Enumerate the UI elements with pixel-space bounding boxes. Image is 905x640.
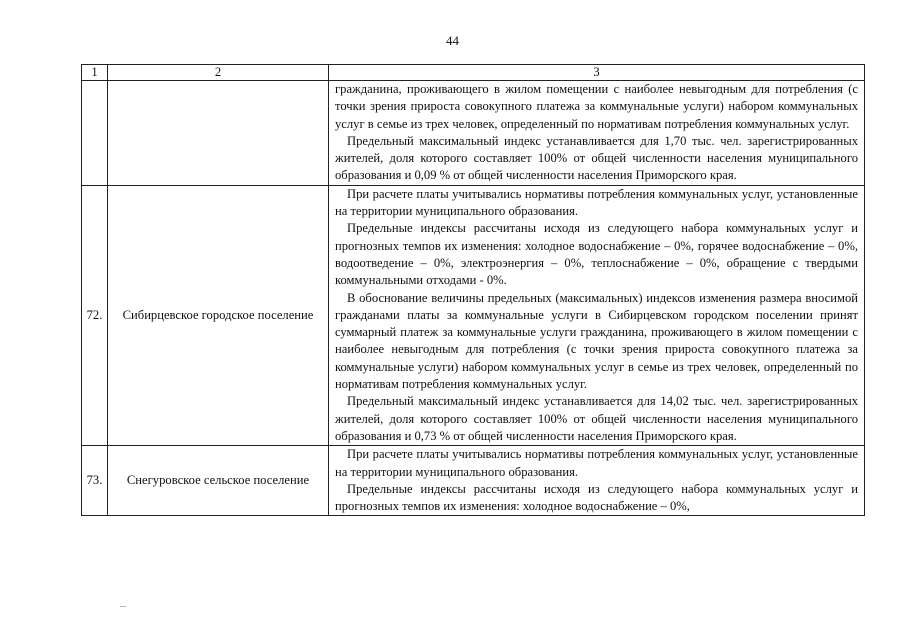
- table-row-72: [82, 185, 865, 445]
- description-paragraph: Предельные индексы рассчитаны исходя из следующего набора коммунальных услуг и прогнозных темпов их изменения: холодное водоснабжение – 0%, горячее водоснабжение – 0%, водоотведение – 0%, электроэнергия – 0%, теплоснабжение – 0%, обращение с твердыми коммунальными отходами - 0%.: [335, 221, 858, 288]
- description-paragraph: При расчете платы учитывались нормативы потребления коммунальных услуг, установленные на территории муниципального образования.: [335, 186, 858, 219]
- municipality-name: Снегуровское сельское поселение: [126, 473, 310, 488]
- description-paragraph: гражданина, проживающего в жилом помещении с наиболее невыгодным для потребления (с точки зрения прироста совокупного платежа за коммунальные услуги) набором коммунальных услуг в семье из трех человек, определенный по нормативам потребления коммунальных услуг.: [335, 82, 858, 131]
- header-cell-3: 3: [329, 65, 865, 81]
- description-paragraph: Предельный максимальный индекс устанавливается для 1,70 тыс. чел. зарегистрированных жителей, доля которого составляет 100% от общей численности населения муниципального образования и 0,09 % от общей численности населения Приморского края.: [335, 133, 858, 183]
- row-description-cell: [329, 81, 865, 186]
- row-name-cell: [108, 81, 329, 186]
- description-paragraph: Предельный максимальный индекс устанавливается для 14,02 тыс. чел. зарегистрированных жителей, доля которого составляет 100% от общей численности населения муниципального образования и 0,73 % от общей численности населения Приморского края.: [335, 394, 858, 443]
- row-number-cell: [82, 185, 108, 445]
- municipality-name: Сибирцевское городское поселение: [122, 307, 314, 322]
- table-row-continuation: [82, 81, 865, 186]
- row-name-cell: [108, 446, 329, 516]
- row-description-cell: [329, 446, 865, 516]
- header-cell-1: 1: [82, 65, 108, 81]
- description-paragraph: При расчете платы учитывались нормативы потребления коммунальных услуг, установленные на территории муниципального образования.: [335, 447, 858, 479]
- description-paragraph: В обоснование величины предельных (максимальных) индексов изменения размера вносимой гражданами платы за коммунальные услуги в Сибирцевском городском поселении принят суммарный платеж за коммунальные услуги гражданина, проживающего в жилом помещении с наиболее невыгодным для потребления (с точки зрения прироста совокупного платежа за коммунальные услуги) набором коммунальных услуг в семье из трех человек, определенный по нормативам потребления коммунальных услуг.: [335, 290, 858, 392]
- row-number: 73.: [86, 473, 103, 488]
- row-description-cell: [329, 185, 865, 445]
- indices-table: [81, 64, 865, 516]
- row-name-cell: [108, 185, 329, 445]
- page-number: 44: [446, 33, 459, 48]
- scan-artifact: [120, 606, 126, 607]
- table-row-73: [82, 446, 865, 516]
- row-number-cell: [82, 81, 108, 186]
- header-cell-2: 2: [108, 65, 329, 81]
- table-header-row: [82, 65, 865, 81]
- row-number: 72.: [86, 307, 103, 322]
- row-number-cell: [82, 446, 108, 516]
- description-paragraph: Предельные индексы рассчитаны исходя из следующего набора коммунальных услуг и прогнозных темпов их изменения: холодное водоснабжение – 0%,: [335, 481, 858, 514]
